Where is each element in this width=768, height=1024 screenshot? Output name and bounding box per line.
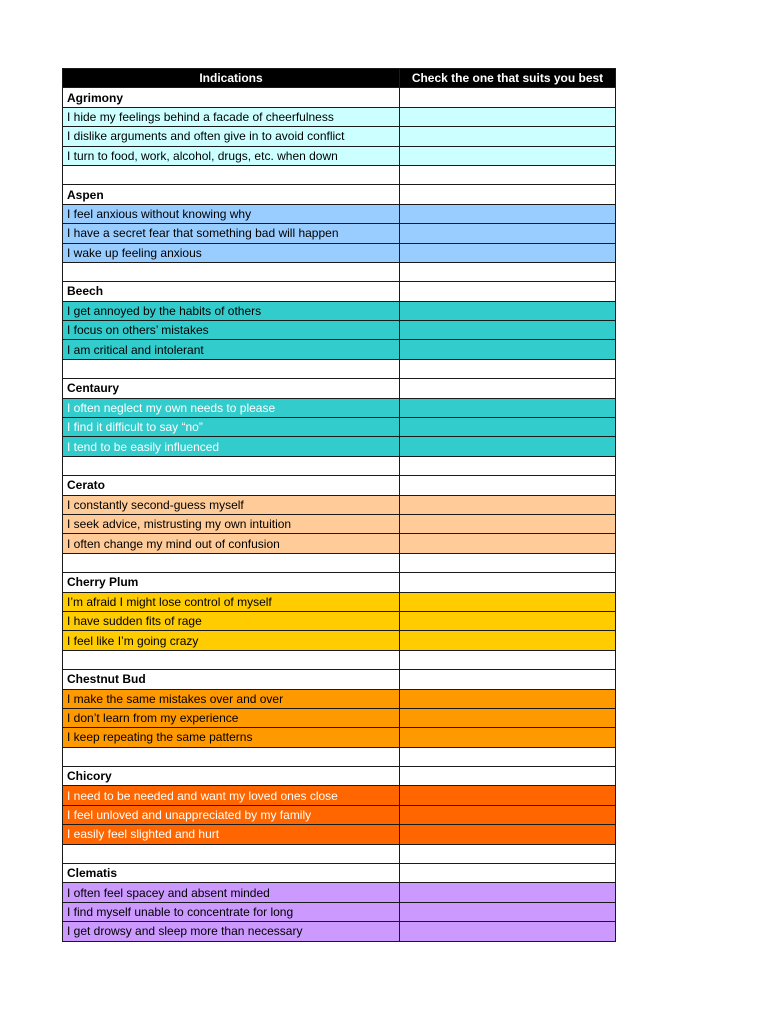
check-cell[interactable] <box>400 611 616 630</box>
spacer-row <box>63 844 616 863</box>
remedy-row <box>63 379 616 398</box>
check-cell[interactable] <box>400 146 616 165</box>
indication-row <box>63 592 616 611</box>
indication-text: I feel unloved and unappreciated by my family <box>63 805 400 824</box>
spacer-cell <box>63 262 400 281</box>
indication-row <box>63 495 616 514</box>
indication-text: I tend to be easily influenced <box>63 437 400 456</box>
check-cell[interactable] <box>400 204 616 223</box>
spacer-cell <box>63 844 400 863</box>
indication-row <box>63 340 616 359</box>
spacer-cell <box>63 165 400 184</box>
remedy-name: Agrimony <box>63 88 400 107</box>
indication-text: I don’t learn from my experience <box>63 708 400 727</box>
check-cell[interactable] <box>400 127 616 146</box>
remedy-name: Chicory <box>63 767 400 786</box>
indication-text: I often neglect my own needs to please <box>63 398 400 417</box>
indication-text: I turn to food, work, alcohol, drugs, etc. when down <box>63 146 400 165</box>
check-cell[interactable] <box>400 398 616 417</box>
spacer-row <box>63 262 616 281</box>
indication-text: I often feel spacey and absent minded <box>63 883 400 902</box>
indication-text: I make the same mistakes over and over <box>63 689 400 708</box>
spacer-cell <box>63 747 400 766</box>
remedy-row <box>63 767 616 786</box>
spacer-check-cell[interactable] <box>400 456 616 475</box>
check-cell[interactable] <box>400 107 616 126</box>
spacer-check-cell[interactable] <box>400 650 616 669</box>
spacer-cell <box>63 456 400 475</box>
check-cell[interactable] <box>400 631 616 650</box>
spacer-row <box>63 650 616 669</box>
spacer-row <box>63 456 616 475</box>
spacer-check-cell[interactable] <box>400 553 616 572</box>
indication-row <box>63 437 616 456</box>
spacer-row <box>63 553 616 572</box>
indication-row <box>63 611 616 630</box>
indication-text: I dislike arguments and often give in to avoid conflict <box>63 127 400 146</box>
indication-row <box>63 786 616 805</box>
indication-text: I often change my mind out of confusion <box>63 534 400 553</box>
remedy-check-cell[interactable] <box>400 185 616 204</box>
spacer-check-cell[interactable] <box>400 262 616 281</box>
remedy-name: Chestnut Bud <box>63 670 400 689</box>
indication-text: I feel like I’m going crazy <box>63 631 400 650</box>
spacer-row <box>63 747 616 766</box>
check-cell[interactable] <box>400 592 616 611</box>
check-cell[interactable] <box>400 495 616 514</box>
indication-text: I keep repeating the same patterns <box>63 728 400 747</box>
indication-text: I get drowsy and sleep more than necessary <box>63 922 400 941</box>
indication-row <box>63 825 616 844</box>
indication-text: I have sudden fits of rage <box>63 611 400 630</box>
remedy-check-cell[interactable] <box>400 476 616 495</box>
header-row <box>63 69 616 88</box>
remedy-name: Cerato <box>63 476 400 495</box>
check-cell[interactable] <box>400 340 616 359</box>
spacer-check-cell[interactable] <box>400 165 616 184</box>
indication-row <box>63 534 616 553</box>
spacer-cell <box>63 359 400 378</box>
indication-text: I easily feel slighted and hurt <box>63 825 400 844</box>
check-cell[interactable] <box>400 224 616 243</box>
indication-row <box>63 514 616 533</box>
remedy-row <box>63 476 616 495</box>
table-body <box>63 88 616 941</box>
remedy-check-cell[interactable] <box>400 573 616 592</box>
indications-header: Indications <box>63 69 400 88</box>
remedy-row <box>63 573 616 592</box>
indication-text: I focus on others’ mistakes <box>63 321 400 340</box>
indication-row <box>63 902 616 921</box>
remedy-check-cell[interactable] <box>400 670 616 689</box>
remedy-name: Aspen <box>63 185 400 204</box>
check-cell[interactable] <box>400 514 616 533</box>
check-cell[interactable] <box>400 301 616 320</box>
remedy-check-cell[interactable] <box>400 864 616 883</box>
indication-text: I am critical and intolerant <box>63 340 400 359</box>
remedy-name: Beech <box>63 282 400 301</box>
indication-text: I get annoyed by the habits of others <box>63 301 400 320</box>
spacer-row <box>63 165 616 184</box>
spacer-row <box>63 359 616 378</box>
indication-row <box>63 883 616 902</box>
indication-text: I have a secret fear that something bad will happen <box>63 224 400 243</box>
questionnaire-table <box>62 68 616 942</box>
spacer-check-cell[interactable] <box>400 359 616 378</box>
check-cell[interactable] <box>400 922 616 941</box>
check-cell[interactable] <box>400 883 616 902</box>
check-cell[interactable] <box>400 805 616 824</box>
indication-text: I wake up feeling anxious <box>63 243 400 262</box>
spacer-check-cell[interactable] <box>400 844 616 863</box>
check-cell[interactable] <box>400 418 616 437</box>
check-cell[interactable] <box>400 902 616 921</box>
indication-row <box>63 805 616 824</box>
remedy-name: Clematis <box>63 864 400 883</box>
indication-row <box>63 127 616 146</box>
remedy-check-cell[interactable] <box>400 88 616 107</box>
indication-row <box>63 243 616 262</box>
remedy-row <box>63 185 616 204</box>
remedy-name: Cherry Plum <box>63 573 400 592</box>
check-cell[interactable] <box>400 825 616 844</box>
check-header: Check the one that suits you best <box>400 69 616 88</box>
indication-row <box>63 224 616 243</box>
indication-row <box>63 418 616 437</box>
check-cell[interactable] <box>400 708 616 727</box>
spacer-check-cell[interactable] <box>400 747 616 766</box>
indication-text: I seek advice, mistrusting my own intuition <box>63 514 400 533</box>
indication-row <box>63 398 616 417</box>
spacer-cell <box>63 553 400 572</box>
check-cell[interactable] <box>400 437 616 456</box>
remedy-row <box>63 670 616 689</box>
indication-text: I’m afraid I might lose control of myself <box>63 592 400 611</box>
remedy-check-cell[interactable] <box>400 767 616 786</box>
check-cell[interactable] <box>400 321 616 340</box>
indication-row <box>63 301 616 320</box>
check-cell[interactable] <box>400 786 616 805</box>
indication-row <box>63 631 616 650</box>
indication-row <box>63 107 616 126</box>
indication-text: I find it difficult to say “no” <box>63 418 400 437</box>
indication-row <box>63 708 616 727</box>
indication-row <box>63 689 616 708</box>
indication-row <box>63 728 616 747</box>
indication-row <box>63 321 616 340</box>
remedy-check-cell[interactable] <box>400 379 616 398</box>
check-cell[interactable] <box>400 243 616 262</box>
check-cell[interactable] <box>400 728 616 747</box>
remedy-row <box>63 282 616 301</box>
indication-text: I hide my feelings behind a facade of cheerfulness <box>63 107 400 126</box>
remedy-check-cell[interactable] <box>400 282 616 301</box>
remedy-row <box>63 88 616 107</box>
check-cell[interactable] <box>400 689 616 708</box>
indication-row <box>63 204 616 223</box>
remedy-row <box>63 864 616 883</box>
indication-row <box>63 922 616 941</box>
indication-text: I find myself unable to concentrate for long <box>63 902 400 921</box>
spacer-cell <box>63 650 400 669</box>
indication-text: I need to be needed and want my loved ones close <box>63 786 400 805</box>
check-cell[interactable] <box>400 534 616 553</box>
remedy-name: Centaury <box>63 379 400 398</box>
indication-text: I constantly second-guess myself <box>63 495 400 514</box>
indication-text: I feel anxious without knowing why <box>63 204 400 223</box>
indication-row <box>63 146 616 165</box>
